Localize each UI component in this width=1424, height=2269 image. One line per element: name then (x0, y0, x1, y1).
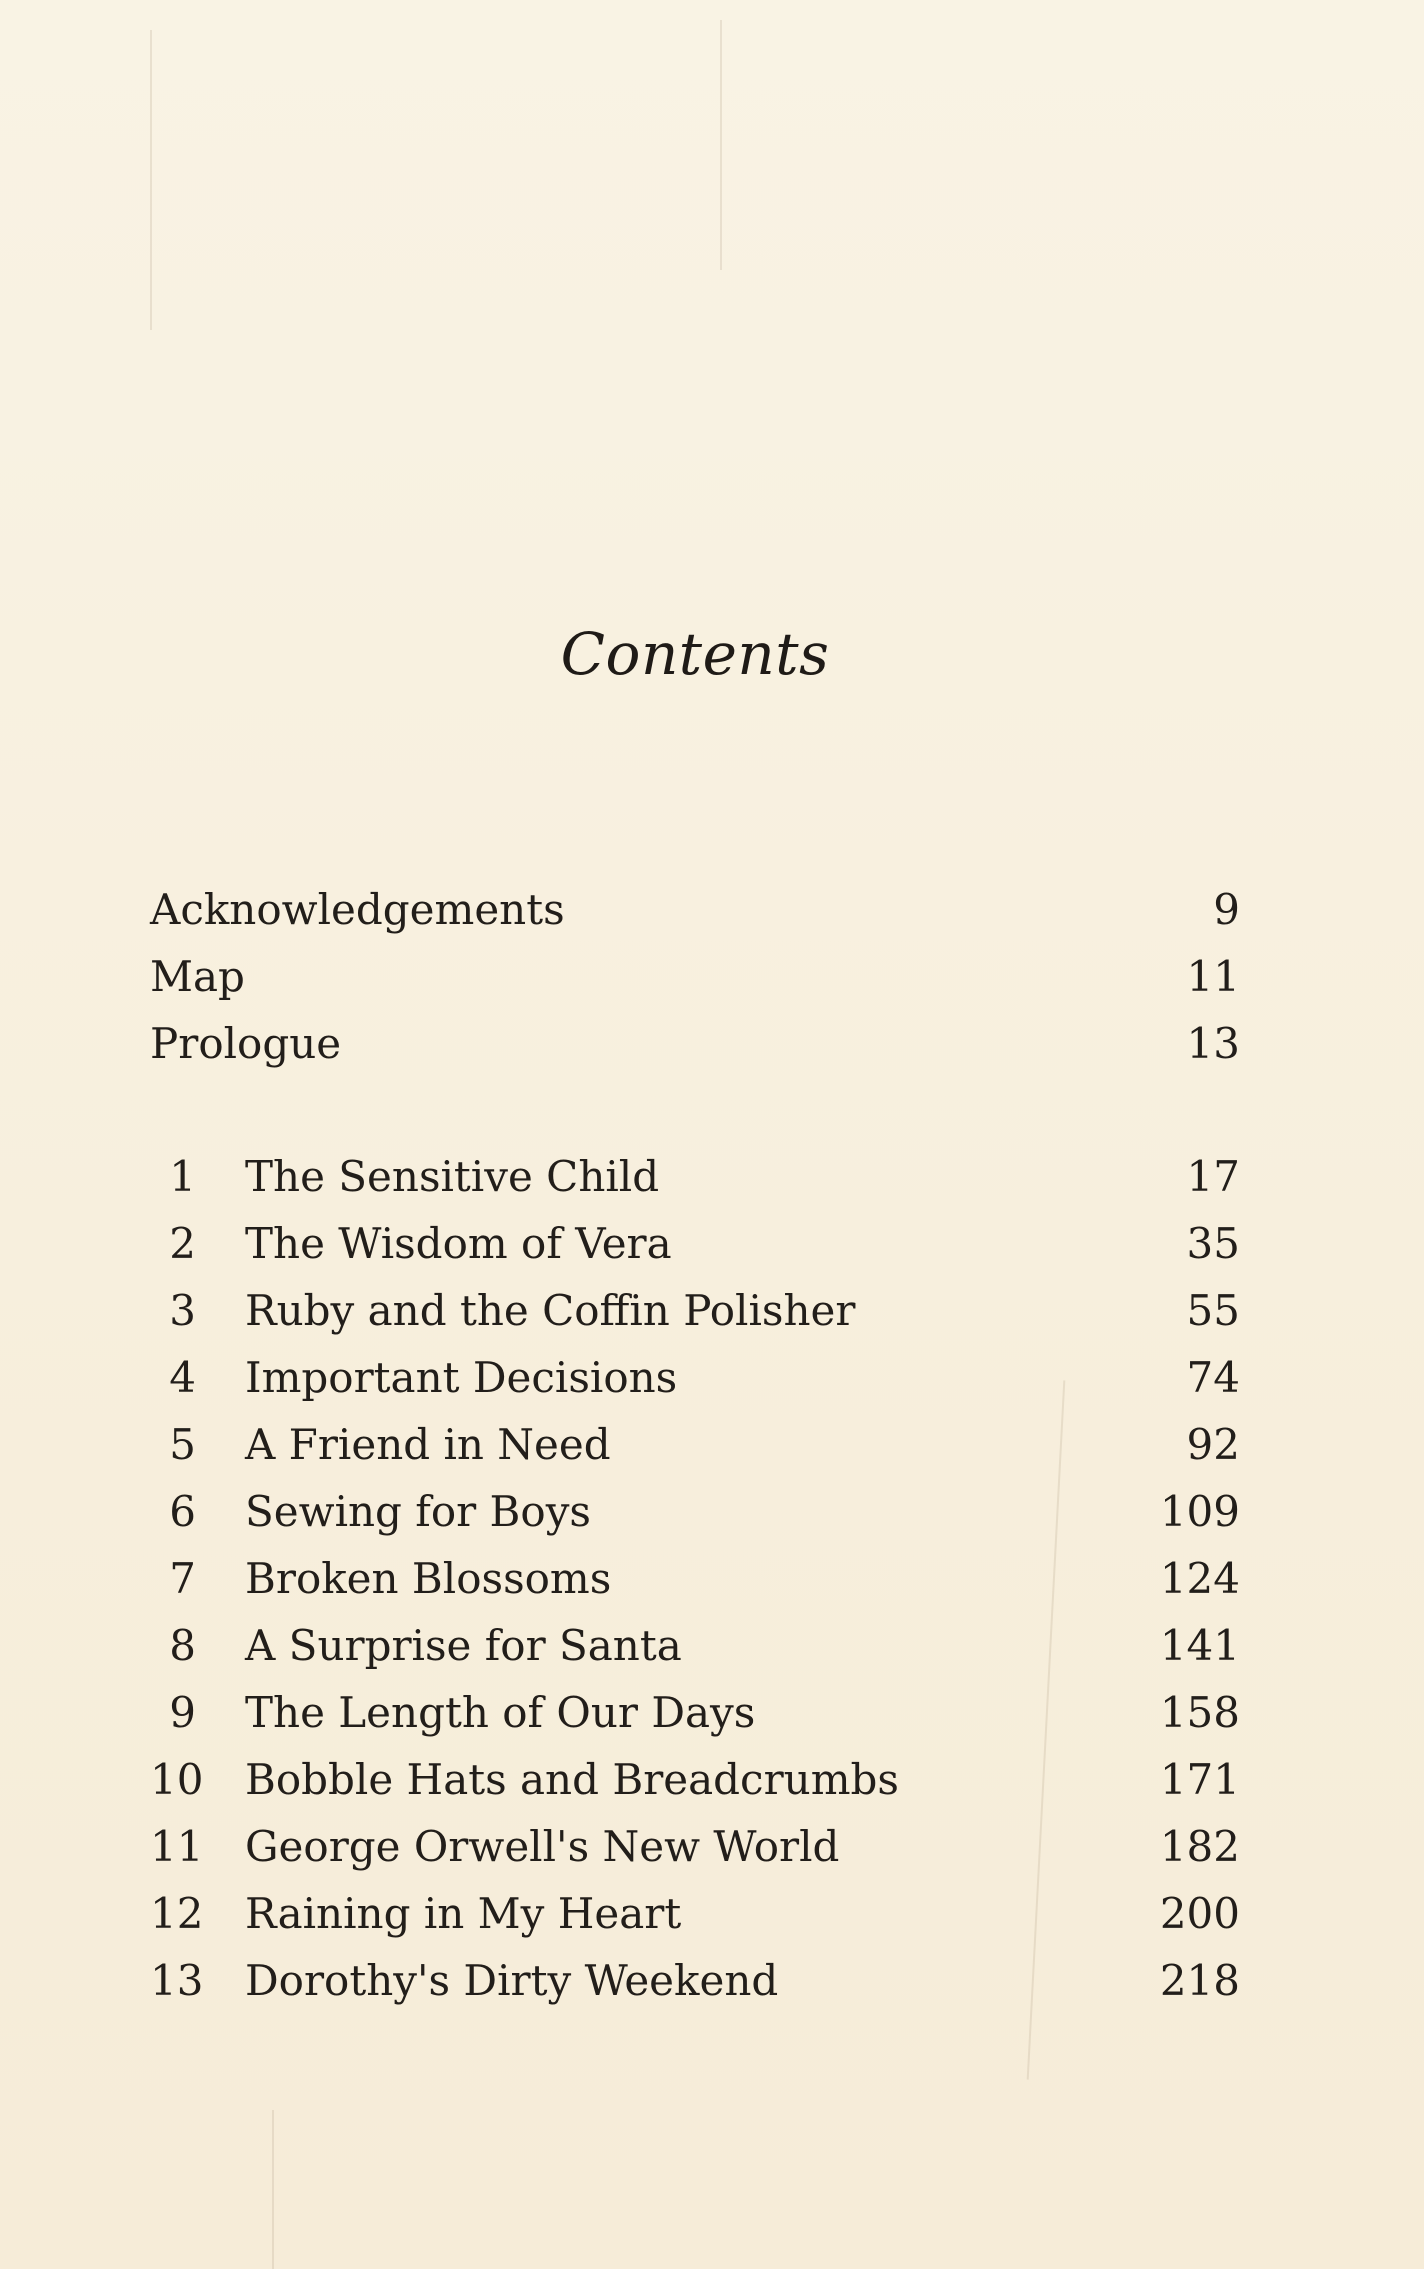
toc-entry-map[interactable] (150, 947, 1240, 1007)
toc-chapter-2[interactable] (150, 1214, 1240, 1274)
chapter-number: 4 (169, 1353, 196, 1402)
chapter-page: 200 (1159, 1889, 1240, 1938)
toc-entry-label: Prologue (150, 1019, 342, 1068)
chapter-title: A Friend in Need (245, 1420, 611, 1469)
toc-chapter-10[interactable] (150, 1750, 1240, 1810)
chapter-title: Dorothy's Dirty Weekend (245, 1956, 779, 2005)
chapter-title: The Length of Our Days (245, 1688, 756, 1737)
toc-entry-page: 13 (1186, 1019, 1240, 1068)
toc-chapter-8[interactable] (150, 1616, 1240, 1676)
toc-entry-label: Map (150, 952, 245, 1001)
page-title: Contents (560, 620, 830, 688)
chapter-number: 5 (169, 1420, 196, 1469)
chapter-number: 3 (169, 1286, 196, 1335)
chapter-number: 8 (169, 1621, 196, 1670)
chapter-title: Sewing for Boys (245, 1487, 591, 1536)
toc-chapter-3[interactable] (150, 1281, 1240, 1341)
chapter-number: 12 (150, 1889, 204, 1938)
chapter-number: 2 (169, 1219, 196, 1268)
toc-chapter-4[interactable] (150, 1348, 1240, 1408)
toc-chapter-6[interactable] (150, 1482, 1240, 1542)
chapter-page: 17 (1186, 1152, 1240, 1201)
toc-chapter-1[interactable] (150, 1147, 1240, 1207)
toc-entry-label: Acknowledgements (150, 885, 565, 934)
chapter-title: George Orwell's New World (245, 1822, 840, 1871)
paper-crease (150, 30, 152, 330)
paper-crease (272, 2110, 274, 2269)
chapter-number: 9 (169, 1688, 196, 1737)
chapter-title: A Surprise for Santa (245, 1621, 682, 1670)
chapter-title: Broken Blossoms (245, 1554, 612, 1603)
chapter-number: 11 (150, 1822, 204, 1871)
toc-chapter-7[interactable] (150, 1549, 1240, 1609)
toc-entry-page: 9 (1213, 885, 1240, 934)
chapter-page: 171 (1159, 1755, 1240, 1804)
toc-chapter-13[interactable] (150, 1951, 1240, 2011)
toc-chapter-11[interactable] (150, 1817, 1240, 1877)
chapter-page: 218 (1159, 1956, 1240, 2005)
chapter-number: 1 (169, 1152, 196, 1201)
chapter-page: 109 (1159, 1487, 1240, 1536)
chapter-number: 10 (150, 1755, 204, 1804)
toc-chapter-5[interactable] (150, 1415, 1240, 1475)
chapter-page: 158 (1159, 1688, 1240, 1737)
toc-chapter-9[interactable] (150, 1683, 1240, 1743)
chapter-number: 7 (169, 1554, 196, 1603)
toc-entry-prologue[interactable] (150, 1014, 1240, 1074)
toc-chapter-12[interactable] (150, 1884, 1240, 1944)
chapter-page: 55 (1186, 1286, 1240, 1335)
toc-entry-page: 11 (1186, 952, 1240, 1001)
chapter-title: Ruby and the Coffin Polisher (245, 1286, 856, 1335)
chapter-page: 35 (1186, 1219, 1240, 1268)
chapter-page: 92 (1186, 1420, 1240, 1469)
chapter-page: 124 (1159, 1554, 1240, 1603)
chapter-title: The Sensitive Child (245, 1152, 660, 1201)
toc-entry-acknowledgements[interactable] (150, 880, 1240, 940)
chapter-title: Important Decisions (245, 1353, 678, 1402)
chapter-page: 182 (1159, 1822, 1240, 1871)
chapter-page: 141 (1159, 1621, 1240, 1670)
chapter-page: 74 (1186, 1353, 1240, 1402)
chapter-title: The Wisdom of Vera (245, 1219, 672, 1268)
chapter-title: Bobble Hats and Breadcrumbs (245, 1755, 899, 1804)
chapter-title: Raining in My Heart (245, 1889, 682, 1938)
chapter-number: 13 (150, 1956, 204, 2005)
chapter-number: 6 (169, 1487, 196, 1536)
paper-crease (720, 20, 722, 270)
